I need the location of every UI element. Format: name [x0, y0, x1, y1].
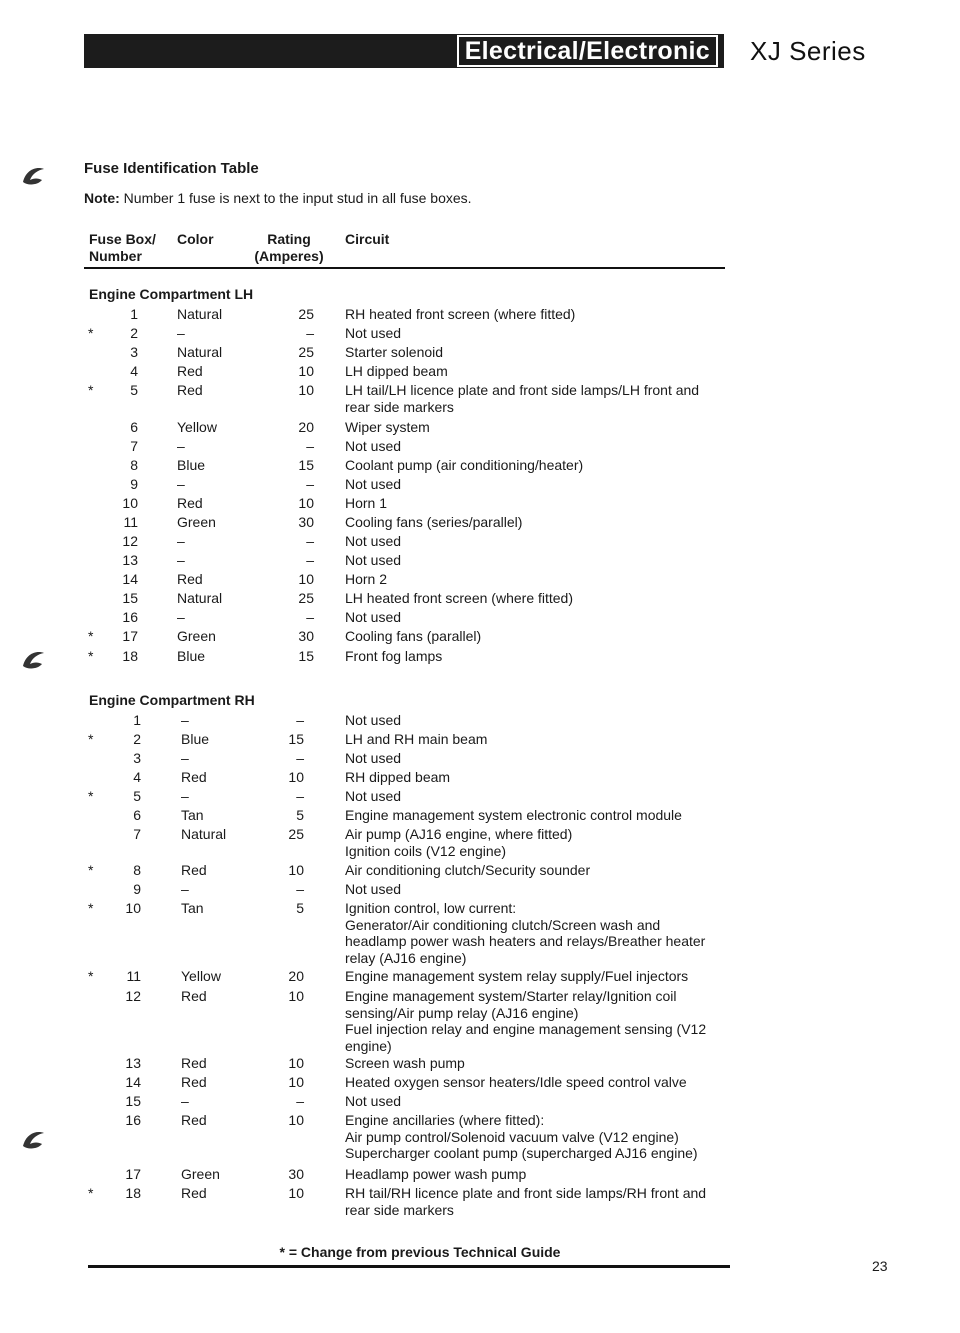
fuse-circuit-line: Starter solenoid — [345, 344, 444, 360]
fuse-number: 6 — [133, 807, 141, 823]
fuse-number: 14 — [125, 1074, 141, 1090]
fuse-circuit — [345, 363, 725, 380]
fuse-color: – — [177, 533, 185, 549]
fuse-color: Red — [181, 988, 207, 1004]
fuse-rating: 10 — [298, 363, 314, 379]
column-header-fuse-box — [89, 231, 156, 265]
fuse-circuit — [345, 306, 725, 323]
fuse-circuit — [345, 807, 725, 824]
fuse-number: 12 — [122, 533, 138, 549]
fuse-circuit-line: LH and RH main beam — [345, 731, 488, 747]
fuse-rating: – — [296, 712, 304, 728]
fuse-color: – — [177, 609, 185, 625]
fuse-circuit — [345, 382, 725, 415]
change-marker: * — [88, 900, 94, 916]
fuse-number: 9 — [130, 476, 138, 492]
fuse-color: Green — [181, 1166, 220, 1182]
fuse-circuit-line: LH tail/LH licence plate and front side lamps/LH front and rear side markers — [345, 382, 700, 415]
fuse-rating: – — [296, 1093, 304, 1109]
page-title: Fuse Identification Table — [84, 160, 259, 177]
fuse-rating: 30 — [298, 628, 314, 644]
fuse-circuit — [345, 476, 725, 493]
fuse-number: 4 — [133, 769, 141, 785]
fuse-rating: – — [296, 750, 304, 766]
fuse-rating: 15 — [298, 457, 314, 473]
fuse-color: – — [177, 325, 185, 341]
fuse-circuit — [345, 325, 725, 342]
fuse-rating: 30 — [298, 514, 314, 530]
fuse-circuit-line: Engine ancillaries (where fitted): — [345, 1112, 545, 1128]
fuse-number: 5 — [133, 788, 141, 804]
fuse-number: 16 — [125, 1112, 141, 1128]
fuse-circuit — [345, 571, 725, 588]
footer-rule — [88, 1265, 730, 1268]
fuse-circuit — [345, 900, 725, 966]
fuse-number: 7 — [133, 826, 141, 842]
fuse-circuit — [345, 344, 725, 361]
fuse-circuit — [345, 533, 725, 550]
fuse-circuit-line: Not used — [345, 325, 402, 341]
fuse-circuit-line: Engine management system/Starter relay/Ignition coil sensing/Air pump relay (AJ16 engine) — [345, 988, 677, 1021]
fuse-color: Tan — [181, 900, 204, 916]
fuse-circuit-line: Heated oxygen sensor heaters/Idle speed control valve — [345, 1074, 687, 1090]
fuse-color: Yellow — [181, 968, 221, 984]
column-header-circuit: Circuit — [345, 231, 390, 247]
fuse-rating: 5 — [296, 900, 304, 916]
fuse-circuit — [345, 788, 725, 805]
fuse-rating: 15 — [288, 731, 304, 747]
fuse-rating: – — [296, 788, 304, 804]
section-title-rh: Engine Compartment RH — [89, 692, 255, 708]
fuse-color: – — [181, 1093, 189, 1109]
change-marker: * — [88, 382, 94, 398]
fuse-circuit — [345, 1166, 725, 1183]
fuse-color: Red — [177, 495, 203, 511]
fuse-number: 8 — [133, 862, 141, 878]
fuse-circuit-line: Not used — [345, 533, 402, 549]
fuse-color: Blue — [177, 648, 206, 664]
fuse-rating: 10 — [298, 382, 314, 398]
fuse-color: Red — [181, 1055, 207, 1071]
fuse-circuit-line: Not used — [345, 788, 402, 804]
section-title-lh: Engine Compartment LH — [89, 286, 254, 302]
change-marker: * — [88, 968, 94, 984]
fuse-circuit-line: LH heated front screen (where fitted) — [345, 590, 574, 606]
footer-note: * = Change from previous Technical Guide — [279, 1244, 561, 1260]
fuse-number: 16 — [122, 609, 138, 625]
jaguar-logo-icon — [20, 164, 48, 188]
fuse-color: – — [181, 788, 189, 804]
fuse-number: 5 — [130, 382, 138, 398]
fuse-number: 11 — [126, 968, 141, 984]
fuse-rating: – — [306, 325, 314, 341]
fuse-number: 2 — [133, 731, 141, 747]
fuse-color: Red — [177, 363, 203, 379]
note-text: Number 1 fuse is next to the input stud in all fuse boxes. — [123, 190, 472, 206]
fuse-circuit — [345, 826, 725, 859]
fuse-color: – — [177, 476, 185, 492]
fuse-circuit-line: Fuel injection relay and engine management sensing (V12 engine) — [345, 1021, 707, 1054]
fuse-number: 3 — [133, 750, 141, 766]
fuse-circuit — [345, 769, 725, 786]
fuse-circuit — [345, 1185, 725, 1218]
fuse-rating: 10 — [298, 571, 314, 587]
fuse-circuit-line: Coolant pump (air conditioning/heater) — [345, 457, 584, 473]
fuse-rating: 25 — [288, 826, 304, 842]
fuse-number: 9 — [133, 881, 141, 897]
fuse-color: Green — [177, 628, 216, 644]
fuse-circuit — [345, 648, 725, 665]
fuse-circuit-line: RH dipped beam — [345, 769, 451, 785]
fuse-circuit-line: Air pump control/Solenoid vacuum valve (V12 engine) — [345, 1128, 679, 1145]
fuse-number: 11 — [123, 514, 138, 530]
fuse-number: 6 — [130, 419, 138, 435]
fuse-circuit — [345, 495, 725, 512]
fuse-circuit-line: Air pump (AJ16 engine, where fitted) — [345, 826, 573, 842]
fuse-color: – — [177, 552, 185, 568]
fuse-rating: – — [306, 609, 314, 625]
fuse-color: – — [181, 712, 189, 728]
fuse-rating: 15 — [298, 648, 314, 664]
fuse-color: Natural — [181, 826, 227, 842]
fuse-circuit — [345, 968, 725, 985]
fuse-rating: 10 — [288, 1112, 304, 1128]
fuse-circuit-line: Not used — [345, 1093, 402, 1109]
fuse-rating: 30 — [288, 1166, 304, 1182]
fuse-rating: 25 — [298, 590, 314, 606]
fuse-circuit-line: Not used — [345, 552, 402, 568]
fuse-number: 2 — [130, 325, 138, 341]
fuse-circuit-line: Wiper system — [345, 419, 430, 435]
fuse-color: Blue — [177, 457, 206, 473]
fuse-circuit-line: Supercharger coolant pump (supercharged AJ16 engine) — [345, 1145, 698, 1161]
fuse-color: Red — [181, 1112, 207, 1128]
fuse-color: – — [177, 438, 185, 454]
column-header-rating-line1: Rating — [267, 231, 311, 247]
fuse-color: – — [181, 750, 189, 766]
fuse-circuit — [345, 457, 725, 474]
column-header-rating-line2: (Amperes) — [254, 248, 324, 264]
fuse-circuit — [345, 881, 725, 898]
column-header-fuse-box-line1: Fuse Box/ — [89, 231, 156, 247]
fuse-color: Red — [181, 862, 207, 878]
fuse-number: 12 — [125, 988, 141, 1004]
fuse-color: Tan — [181, 807, 204, 823]
fuse-circuit — [345, 862, 725, 879]
fuse-circuit — [345, 1074, 725, 1091]
fuse-rating: – — [306, 552, 314, 568]
note-label: Note: — [84, 190, 120, 206]
change-marker: * — [88, 788, 94, 804]
fuse-circuit — [345, 1055, 725, 1072]
fuse-rating: 20 — [288, 968, 304, 984]
fuse-circuit — [345, 514, 725, 531]
fuse-circuit — [345, 438, 725, 455]
fuse-number: 17 — [122, 628, 138, 644]
change-marker: * — [88, 648, 94, 664]
column-header-rating — [244, 231, 334, 265]
fuse-rating: 10 — [288, 1074, 304, 1090]
fuse-rating: 20 — [298, 419, 314, 435]
section-title: Electrical/Electronic — [457, 35, 718, 67]
fuse-rating: 10 — [288, 1055, 304, 1071]
fuse-circuit — [345, 988, 725, 1054]
fuse-circuit — [345, 750, 725, 767]
fuse-color: Green — [177, 514, 216, 530]
fuse-rating: 10 — [288, 1185, 304, 1201]
fuse-color: Natural — [177, 590, 223, 606]
fuse-number: 3 — [130, 344, 138, 360]
fuse-circuit-line: RH heated front screen (where fitted) — [345, 306, 576, 322]
fuse-number: 15 — [125, 1093, 141, 1109]
fuse-circuit-line: Engine management system relay supply/Fuel injectors — [345, 968, 689, 984]
header-bar — [84, 34, 724, 68]
fuse-circuit — [345, 590, 725, 607]
fuse-number: 8 — [130, 457, 138, 473]
fuse-circuit-line: Headlamp power wash pump — [345, 1166, 527, 1182]
fuse-circuit — [345, 1093, 725, 1110]
fuse-circuit-line: Screen wash pump — [345, 1055, 465, 1071]
fuse-circuit-line: Not used — [345, 476, 402, 492]
fuse-circuit-line: Front fog lamps — [345, 648, 443, 664]
fuse-number: 1 — [130, 306, 138, 322]
series-title: XJ Series — [750, 36, 866, 66]
fuse-circuit-line: Not used — [345, 712, 402, 728]
fuse-circuit — [345, 552, 725, 569]
change-marker: * — [88, 1185, 94, 1201]
fuse-rating: 10 — [298, 495, 314, 511]
fuse-rating: – — [306, 533, 314, 549]
fuse-circuit-line: Not used — [345, 881, 402, 897]
note — [84, 190, 472, 206]
fuse-color: Red — [181, 1074, 207, 1090]
change-marker: * — [88, 862, 94, 878]
fuse-rating: 10 — [288, 862, 304, 878]
fuse-number: 14 — [122, 571, 138, 587]
fuse-rating: – — [306, 438, 314, 454]
fuse-rating: 25 — [298, 344, 314, 360]
fuse-rating: 10 — [288, 988, 304, 1004]
fuse-rating: 5 — [296, 807, 304, 823]
fuse-rating: 10 — [288, 769, 304, 785]
jaguar-logo-icon — [20, 648, 48, 672]
fuse-number: 7 — [130, 438, 138, 454]
fuse-circuit-line: LH dipped beam — [345, 363, 448, 379]
fuse-circuit-line: Not used — [345, 609, 402, 625]
fuse-circuit-line: Not used — [345, 438, 402, 454]
fuse-color: Red — [177, 382, 203, 398]
fuse-number: 17 — [125, 1166, 141, 1182]
fuse-number: 13 — [122, 552, 138, 568]
fuse-circuit-line: Air conditioning clutch/Security sounder — [345, 862, 591, 878]
fuse-number: 10 — [125, 900, 141, 916]
fuse-circuit — [345, 609, 725, 626]
fuse-rating: – — [306, 476, 314, 492]
fuse-circuit — [345, 731, 725, 748]
fuse-color: Natural — [177, 344, 223, 360]
fuse-circuit-line: RH tail/RH licence plate and front side lamps/RH front and rear side markers — [345, 1185, 707, 1218]
fuse-rating: 25 — [298, 306, 314, 322]
fuse-circuit — [345, 1112, 725, 1162]
fuse-color: Red — [181, 1185, 207, 1201]
fuse-color: Blue — [181, 731, 210, 747]
fuse-circuit-line: Ignition control, low current: — [345, 900, 517, 916]
fuse-color: Yellow — [177, 419, 217, 435]
fuse-circuit-line: Ignition coils (V12 engine) — [345, 842, 507, 859]
change-marker: * — [88, 628, 94, 644]
fuse-circuit — [345, 419, 725, 436]
change-marker: * — [88, 731, 94, 747]
fuse-circuit-line: Not used — [345, 750, 402, 766]
fuse-circuit-line: Generator/Air conditioning clutch/Screen wash and headlamp power wash heaters and relays/Breather heater relay (AJ16 engine) — [345, 916, 706, 966]
fuse-circuit-line: Horn 1 — [345, 495, 388, 511]
fuse-number: 10 — [122, 495, 138, 511]
fuse-number: 4 — [130, 363, 138, 379]
fuse-number: 13 — [125, 1055, 141, 1071]
fuse-circuit-line: Horn 2 — [345, 571, 388, 587]
column-header-fuse-box-line2: Number — [89, 248, 142, 264]
fuse-circuit — [345, 628, 725, 645]
fuse-circuit-line: Cooling fans (parallel) — [345, 628, 482, 644]
header-rule — [84, 267, 725, 269]
fuse-rating: – — [296, 881, 304, 897]
jaguar-logo-icon — [20, 1128, 48, 1152]
fuse-color: – — [181, 881, 189, 897]
fuse-circuit-line: Cooling fans (series/parallel) — [345, 514, 523, 530]
change-marker: * — [88, 325, 94, 341]
fuse-circuit — [345, 712, 725, 729]
fuse-color: Red — [177, 571, 203, 587]
fuse-circuit-line: Engine management system electronic control module — [345, 807, 682, 823]
column-header-color: Color — [177, 231, 214, 247]
fuse-number: 18 — [125, 1185, 141, 1201]
fuse-number: 15 — [122, 590, 138, 606]
fuse-color: Red — [181, 769, 207, 785]
page-number: 23 — [872, 1258, 888, 1274]
fuse-number: 1 — [133, 712, 141, 728]
fuse-number: 18 — [122, 648, 138, 664]
fuse-color: Natural — [177, 306, 223, 322]
